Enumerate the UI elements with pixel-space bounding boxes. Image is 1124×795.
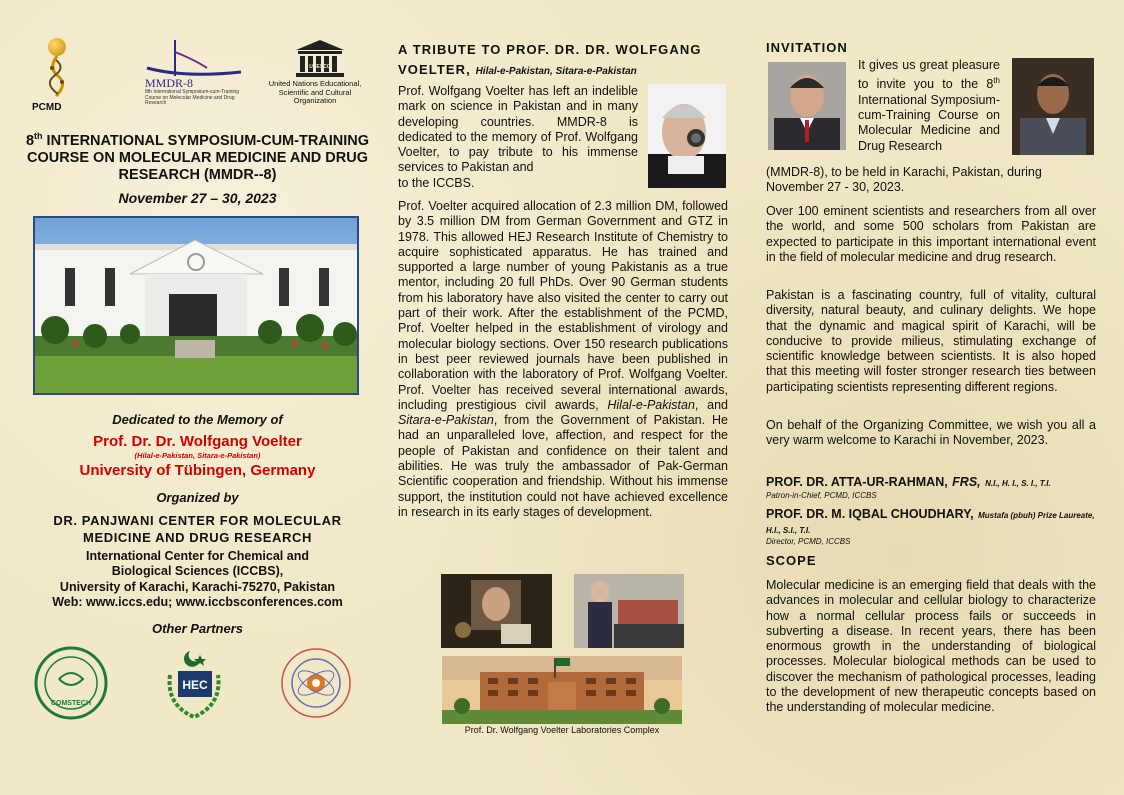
pcmd-logo	[32, 38, 80, 116]
svg-text:HEC: HEC	[182, 678, 208, 692]
partners-heading: Other Partners	[151, 621, 244, 636]
dedicated-university: University of Tübingen, Germany	[79, 462, 316, 479]
right-column	[766, 0, 1096, 795]
institute-building-photo	[33, 216, 359, 395]
voelter-with-model-photo	[574, 574, 684, 648]
dedicated-person-honours: (Hilal-e-Pakistan, Sitara-e-Pakistan)	[134, 451, 261, 460]
invitation-paragraph-4: On behalf of the Organizing Committee, we wish you all a very warm welcome to Karachi in November, 2023.	[766, 418, 1096, 448]
sig2-name: PROF. DR. M. IQBAL CHOUDHARY,	[766, 507, 974, 521]
scope-heading: SCOPE	[766, 553, 817, 568]
sig1-name: PROF. DR. ATTA-UR-RAHMAN,	[766, 475, 948, 489]
iqbal-choudhary-photo	[1012, 58, 1094, 155]
scope-text: Molecular medicine is an emerging field that deals with the advances in molecular and cellular biology to characterize how a normal cellular process fails or succeeds in subverting a disease. In recent years, there has been enormous growth in the understanding of biological processes. Molecular biological methods can be used to discover the mechanism of pathological processes, leading to the development of new therapeutic concepts based on the understanding of molecular medicine.	[766, 578, 1096, 715]
pcmd-label: PCMD	[32, 102, 62, 113]
invitation-intro-end: (MMDR-8), to be held in Karachi, Pakistan, during November 27 - 30, 2023.	[766, 165, 1042, 195]
tribute-paragraph-2: Prof. Voelter acquired allocation of 2.3 million DM, followed by 3.5 million DM from German Government and GTZ in 1978. This allowed HEJ Research Institute of Chemistry to acquire sophisticated apparatus. He has trained and supported a large number of young Pakistanis as a true mentor, including 20 full PhDs. Over 90 German students from his laboratory have also visited the center to carry out part of their work. After the establishment of the PCMD, Prof. Voelter helped in the establishment of virology and molecular biology sections. Over 150 research publications in best peer reviewed journals have been published in collaboration with the laboratory of Prof. Wolfgang Voelter. Prof. Voelter has received several international awards, including prestigious civil awards, Hilal-e-Pakistan, and Sitara-e-Pakistan, from the Government of Pakistan. He had an unparalleled love, affection, and respect for the people of Pakistan and confidence on their talent and abilities. He was truly the ambassador of Pak-German Scientific cooperation and friendship. Without his immense support, the institution could not have achieved excellence in research in its early stages of development.	[398, 199, 728, 519]
organized-by-heading: Organized by	[156, 490, 239, 505]
organizer-line1: International Center for Chemical and	[86, 549, 309, 563]
tribute-honours: Hilal-e-Pakistan, Sitara-e-Pakistan	[475, 66, 637, 77]
svg-text:UNESCO: UNESCO	[309, 64, 331, 70]
left-column	[20, 0, 375, 795]
sig1-titles: N.I., H. I., S. I., T.I.	[985, 479, 1051, 488]
dedication-heading: Dedicated to the Memory of	[112, 412, 283, 427]
symposium-title: 8th INTERNATIONAL SYMPOSIUM-CUM-TRAINING COURSE ON MOLECULAR MEDICINE AND DRUG RESEARCH (MMDR--8)	[25, 131, 370, 183]
laboratories-complex-photo	[442, 656, 682, 724]
organizer-web: Web: www.iccs.edu; www.iccbsconferences.com	[52, 594, 343, 609]
middle-column	[398, 0, 728, 795]
partner-logos	[20, 645, 375, 725]
signature-atta-ur-rahman	[766, 473, 1096, 500]
mmdr-logo	[145, 38, 245, 118]
hec-logo	[156, 645, 232, 721]
logo-row	[20, 38, 375, 118]
tribute-title: A TRIBUTE TO PROF. DR. DR. WOLFGANG VOELTER, Hilal-e-Pakistan, Sitara-e-Pakistan	[398, 42, 702, 77]
pakistan-academy-of-sciences-logo	[278, 645, 354, 721]
invitation-intro: It gives us great pleasure to invite you to the 8th International Symposium-cum-Training Course on Molecular Medicine and Drug Research	[858, 58, 1000, 153]
organizer-line2: Biological Sciences (ICCBS),	[111, 564, 284, 579]
symposium-date: November 27 – 30, 2023	[118, 190, 277, 206]
sig1-frs: FRS,	[952, 475, 981, 489]
sig2-role: Director, PCMD, ICCBS	[766, 537, 851, 546]
invitation-paragraph-3: Pakistan is a fascinating country, full of vitality, cultural diversity, natural beauty, and culinary delights. We hope that the dynamic and magical spirit of Karachi, will be conducive to provide milieus, stimulating exchange of scientific knowledge between scientists. It is also hoped that this meeting will foster stronger research ties between participating scientists representing different regions.	[766, 288, 1096, 394]
tribute-paragraph-1-end: to the ICCBS.	[398, 176, 475, 190]
svg-text:COMSTECH: COMSTECH	[50, 700, 92, 707]
invitation-paragraph-2: Over 100 eminent scientists and researchers from all over the world, and some 500 scholars from Pakistan are expected to participate in this important international event in the field of molecular medicine and drug research.	[766, 204, 1096, 264]
signature-iqbal-choudhary	[766, 507, 1096, 547]
dedicated-person-name: Prof. Dr. Dr. Wolfgang Voelter	[93, 433, 302, 450]
sig2-titles: Mustafa (pbuh) Prize Laureate, H.I., S.I., T.I.	[766, 511, 1095, 535]
mmdr-subtitle: 8th International Symposium-cum-Training Course on Molecular Medicine and Drug Research	[145, 89, 240, 106]
voelter-portrait-photo	[648, 84, 726, 188]
mmdr-title: MMDR-8	[145, 76, 194, 90]
unesco-logo	[265, 38, 375, 118]
organizer-line3: University of Karachi, Karachi-75270, Pakistan	[59, 579, 336, 594]
comstech-logo	[33, 645, 109, 721]
unesco-text: United Nations Educational, Scientific and Cultural Organization	[268, 79, 362, 105]
tribute-paragraph-1: Prof. Wolfgang Voelter has left an indelible mark on science in Pakistan and in many developing countries. MMDR-8 is dedicated to the memory of Prof. Wolfgang Voelter, to pay tribute to his immense services to Pakistan and	[398, 84, 638, 175]
atta-ur-rahman-photo	[768, 62, 846, 150]
photo-caption: Prof. Dr. Wolfgang Voelter Laboratories Complex	[464, 725, 660, 735]
voelter-memorial-photo	[441, 574, 552, 648]
organizer-details	[20, 549, 375, 610]
organizer-name: DR. PANJWANI CENTER FOR MOLECULAR MEDICINE AND DRUG RESEARCH	[53, 513, 342, 545]
invitation-heading: INVITATION	[766, 40, 848, 55]
sig1-role: Patron-in-Chief, PCMD, ICCBS	[766, 491, 877, 500]
